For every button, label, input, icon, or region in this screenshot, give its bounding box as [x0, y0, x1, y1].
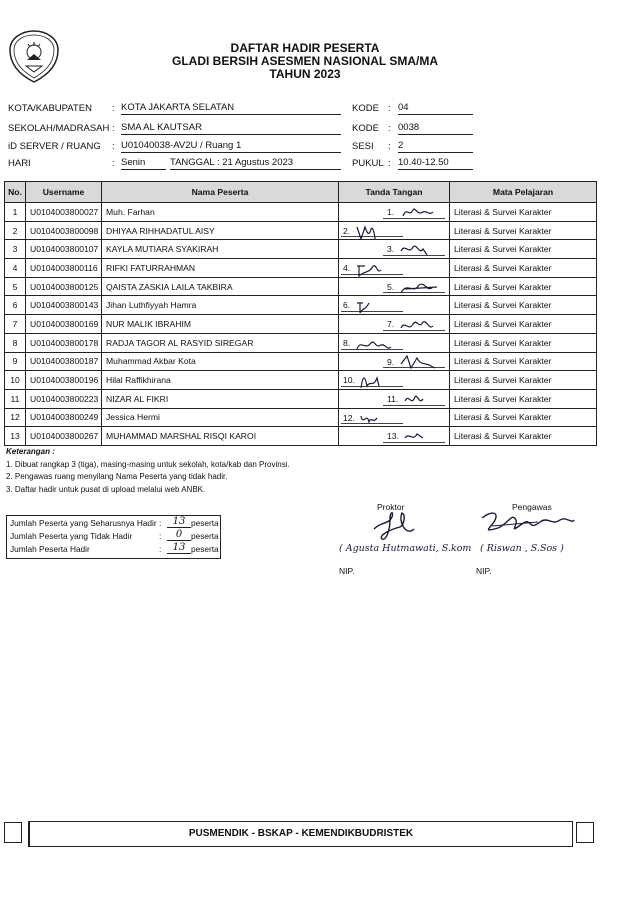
summary-present-label: Jumlah Peserta Hadir: [10, 544, 90, 554]
row-nama: RADJA TAGOR AL RASYID SIREGAR: [102, 333, 339, 352]
row-signature-cell: [339, 389, 450, 408]
row-signature-cell: [339, 259, 450, 278]
row-nama: NUR MALIK IBRAHIM: [102, 315, 339, 334]
header-tanda-tangan: Tanda Tangan: [339, 182, 450, 203]
row-nama: KAYLA MUTIARA SYAKIRAH: [102, 240, 339, 259]
signature-number: 1.: [387, 207, 395, 217]
row-username: U0104003800187: [26, 352, 102, 371]
unit-label: peserta: [191, 544, 219, 554]
tanggal-value: TANGGAL : 21 Agustus 2023: [170, 157, 341, 170]
table-row: [5, 296, 597, 315]
summary-absent-value: 0: [167, 529, 191, 541]
signature-number: 12.: [343, 412, 355, 423]
title-line-1: DAFTAR HADIR PESERTA: [230, 41, 380, 55]
row-username: U0104003800125: [26, 277, 102, 296]
notes-title: Keterangan :: [6, 447, 55, 456]
colon: :: [159, 518, 162, 528]
signature-scrawl: [353, 223, 397, 240]
table-row: [5, 333, 597, 352]
row-username: U0104003800178: [26, 333, 102, 352]
signature-number: 6.: [343, 300, 351, 311]
sesi-label: SESI: [352, 141, 374, 152]
row-signature-cell: [339, 371, 450, 390]
proktor-label: Proktor: [377, 502, 405, 512]
pengawas-name: ( Riswan , S.Sos ): [480, 543, 564, 554]
row-username: U0104003800027: [26, 203, 102, 222]
kota-value: KOTA JAKARTA SELATAN: [121, 102, 341, 115]
sekolah-label: SEKOLAH/MADRASAH: [8, 123, 110, 134]
row-username: U0104003800249: [26, 408, 102, 427]
header-no: No.: [5, 182, 26, 203]
signature-number: 2.: [343, 225, 351, 236]
signature-number: 3.: [387, 244, 395, 255]
kode2-value: 0038: [398, 122, 473, 135]
title-line-2: GLADI BERSIH ASESMEN NASIONAL SMA/MA: [171, 54, 438, 68]
colon: :: [112, 103, 115, 114]
row-nama: Muh. Farhan: [102, 203, 339, 222]
note-item: 2. Pengawas ruang menyilang Nama Peserta yang tidak hadir.: [6, 472, 228, 481]
note-item: 3. Daftar hadir untuk pusat di upload melalui web ANBK.: [6, 484, 206, 494]
table-row: [5, 221, 597, 240]
header-username: Username: [26, 182, 102, 203]
note-item: 1. Dibuat rangkap 3 (tiga), masing-masing untuk sekolah, kota/kab dan Provinsi.: [6, 459, 290, 469]
colon: :: [388, 123, 391, 134]
table-row: [5, 315, 597, 334]
signature-scrawl: [357, 372, 401, 389]
summary-absent-label: Jumlah Peserta yang Tidak Hadir: [10, 531, 133, 541]
row-mata-pelajaran: Literasi & Survei Karakter: [450, 221, 597, 240]
signature-scrawl: [401, 428, 445, 445]
signature-number: 13.: [387, 431, 399, 442]
row-nama: Muhammad Akbar Kota: [102, 352, 339, 371]
proktor-nip-label: NIP.: [339, 566, 355, 576]
row-number: 7: [5, 315, 26, 334]
signature-scrawl: [401, 391, 445, 408]
row-mata-pelajaran: Literasi & Survei Karakter: [450, 333, 597, 352]
signature-number: 9.: [387, 356, 395, 367]
row-number: 5: [5, 277, 26, 296]
row-mata-pelajaran: Literasi & Survei Karakter: [450, 389, 597, 408]
row-signature-cell: [339, 221, 450, 240]
pengawas-nip-label: NIP.: [476, 566, 492, 576]
footer-corner-box: [4, 822, 22, 843]
row-mata-pelajaran: Literasi & Survei Karakter: [450, 296, 597, 315]
kode1-value: 04: [398, 102, 473, 115]
row-mata-pelajaran: Literasi & Survei Karakter: [450, 408, 597, 427]
kota-label: KOTA/KABUPATEN: [8, 103, 92, 114]
table-row: [5, 259, 597, 278]
row-number: 9: [5, 352, 26, 371]
row-number: 8: [5, 333, 26, 352]
sesi-value: 2: [398, 140, 473, 153]
signature-scrawl: [397, 241, 441, 258]
signature-number: 11.: [387, 393, 399, 404]
row-signature-cell: [339, 352, 450, 371]
row-signature-cell: [339, 333, 450, 352]
row-username: U0104003800169: [26, 315, 102, 334]
row-mata-pelajaran: Literasi & Survei Karakter: [450, 277, 597, 296]
signature-scrawl: [397, 316, 441, 333]
proktor-signature: [370, 507, 430, 548]
signature-number: 10.: [343, 375, 355, 386]
row-username: U0104003800116: [26, 259, 102, 278]
signature-number: 4.: [343, 263, 351, 274]
signature-number: 8.: [343, 337, 351, 348]
hari-value: Senin: [121, 157, 166, 170]
table-row: [5, 408, 597, 427]
pukul-value: 10.40-12.50: [398, 157, 473, 170]
row-signature-cell: [339, 315, 450, 334]
row-mata-pelajaran: Literasi & Survei Karakter: [450, 315, 597, 334]
row-mata-pelajaran: Literasi & Survei Karakter: [450, 427, 597, 446]
row-number: 13: [5, 427, 26, 446]
pengawas-label: Pengawas: [512, 502, 552, 512]
colon: :: [388, 158, 391, 169]
row-signature-cell: [339, 277, 450, 296]
signature-number: 5.: [387, 281, 395, 292]
row-number: 1: [5, 203, 26, 222]
pukul-label: PUKUL: [352, 158, 384, 169]
row-mata-pelajaran: Literasi & Survei Karakter: [450, 259, 597, 278]
table-row: [5, 240, 597, 259]
proktor-name: ( Agusta Hutmawati, S.kom: [339, 543, 472, 554]
row-username: U0104003800098: [26, 221, 102, 240]
sekolah-value: SMA AL KAUTSAR: [121, 122, 341, 135]
signature-scrawl: [357, 410, 401, 427]
colon: :: [159, 531, 162, 541]
row-signature-cell: [339, 296, 450, 315]
row-username: U0104003800143: [26, 296, 102, 315]
signature-scrawl: [353, 297, 397, 314]
row-number: 12: [5, 408, 26, 427]
row-nama: Jihan Luthfiyyah Hamra: [102, 296, 339, 315]
row-mata-pelajaran: Literasi & Survei Karakter: [450, 203, 597, 222]
row-nama: QAISTA ZASKIA LAILA TAKBIRA: [102, 277, 339, 296]
signature-scrawl: [397, 279, 441, 296]
unit-label: peserta: [191, 531, 219, 541]
row-signature-cell: [339, 408, 450, 427]
hari-label: HARI: [8, 158, 31, 169]
row-username: U0104003800267: [26, 427, 102, 446]
colon: :: [112, 141, 115, 152]
table-row: [5, 389, 597, 408]
row-number: 2: [5, 221, 26, 240]
server-label: iD SERVER / RUANG: [8, 141, 101, 152]
row-number: 4: [5, 259, 26, 278]
notes: [6, 446, 290, 496]
summary-present-value: 13: [167, 542, 191, 554]
signature-scrawl: [397, 204, 441, 221]
row-nama: Jessica Hermi: [102, 408, 339, 427]
colon: :: [112, 158, 115, 169]
table-row: [5, 277, 597, 296]
kode1-label: KODE: [352, 103, 379, 114]
row-nama: Hilal Raffikhirana: [102, 371, 339, 390]
table-header-row: [5, 182, 597, 203]
header-mata-pelajaran: Mata Pelajaran: [450, 182, 597, 203]
title-line-3: TAHUN 2023: [269, 67, 341, 81]
summary-expected-label: Jumlah Peserta yang Seharusnya Hadir: [10, 518, 157, 528]
signature-number: 7.: [387, 319, 395, 330]
row-mata-pelajaran: Literasi & Survei Karakter: [450, 371, 597, 390]
row-signature-cell: [339, 427, 450, 446]
colon: :: [388, 103, 391, 114]
row-nama: DHIYAA RIHHADATUL AISY: [102, 221, 339, 240]
table-row: [5, 352, 597, 371]
server-value: U01040038-AV2U / Ruang 1: [121, 140, 341, 153]
signature-scrawl: [353, 335, 397, 352]
signature-scrawl: [397, 354, 441, 371]
row-number: 6: [5, 296, 26, 315]
row-number: 3: [5, 240, 26, 259]
row-number: 11: [5, 389, 26, 408]
summary-box: [6, 515, 221, 559]
table-row: [5, 203, 597, 222]
unit-label: peserta: [191, 518, 219, 528]
row-number: 10: [5, 371, 26, 390]
row-nama: RIFKI FATURRAHMAN: [102, 259, 339, 278]
footer-banner: PUSMENDIK - BSKAP - KEMENDIKBUDRISTEK: [28, 821, 573, 847]
tut-wuri-handayani-logo: [6, 28, 62, 84]
row-nama: MUHAMMAD MARSHAL RISQI KAROI: [102, 427, 339, 446]
colon: :: [388, 141, 391, 152]
row-username: U0104003800223: [26, 389, 102, 408]
colon: :: [112, 123, 115, 134]
row-username: U0104003800107: [26, 240, 102, 259]
table-row: [5, 427, 597, 446]
header-nama: Nama Peserta: [102, 182, 339, 203]
row-signature-cell: [339, 240, 450, 259]
pengawas-signature: [478, 508, 578, 543]
row-mata-pelajaran: Literasi & Survei Karakter: [450, 240, 597, 259]
footer-corner-box: [576, 822, 594, 843]
signature-scrawl: [353, 260, 397, 277]
row-username: U0104003800196: [26, 371, 102, 390]
table-row: [5, 371, 597, 390]
colon: :: [159, 544, 162, 554]
row-signature-cell: [339, 203, 450, 222]
row-mata-pelajaran: Literasi & Survei Karakter: [450, 352, 597, 371]
attendance-table: [4, 181, 597, 446]
summary-expected-value: 13: [167, 516, 191, 528]
row-nama: NIZAR AL FIKRI: [102, 389, 339, 408]
kode2-label: KODE: [352, 123, 379, 134]
